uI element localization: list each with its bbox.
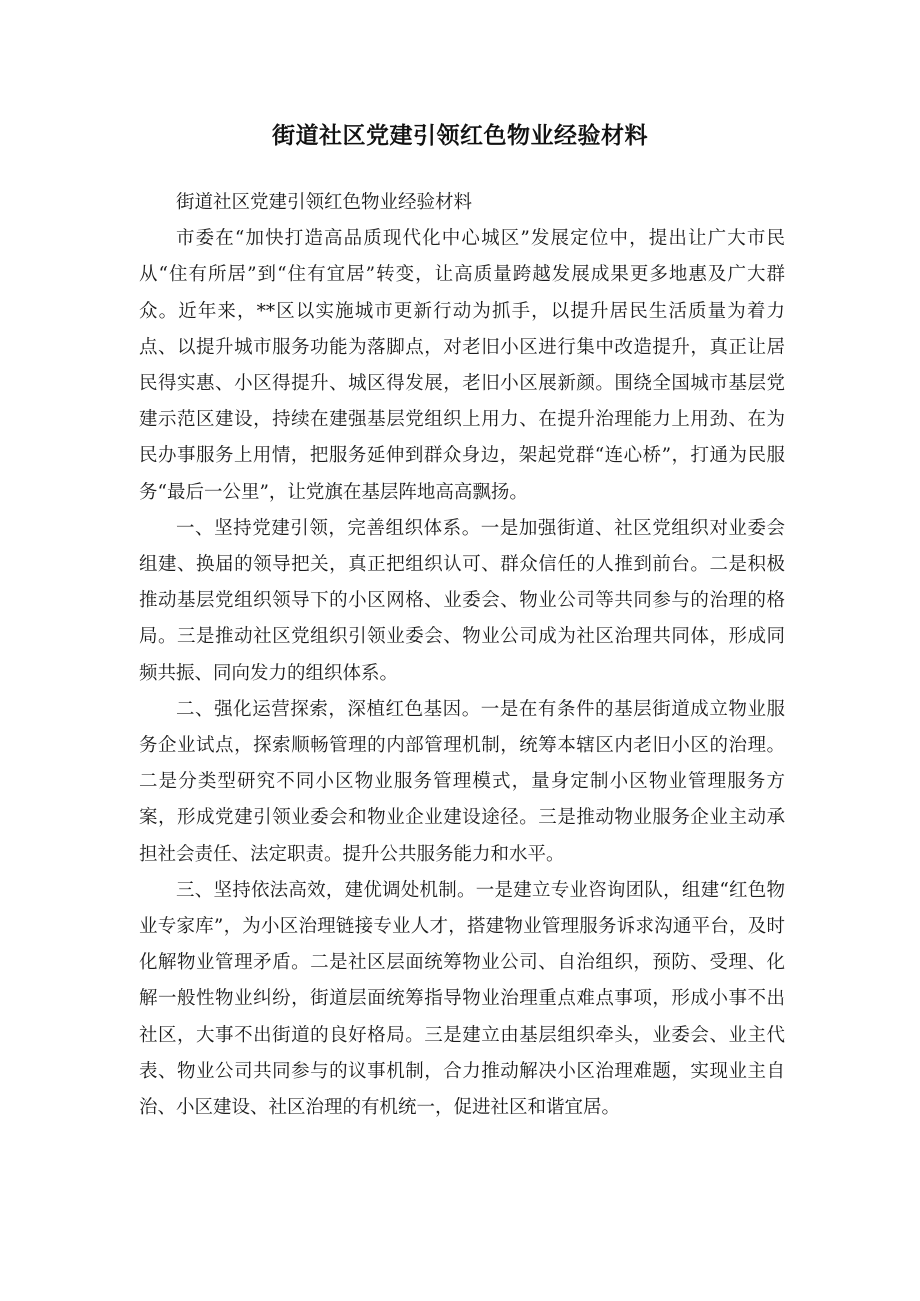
document-subtitle: 街道社区党建引领红色物业经验材料 <box>176 192 473 213</box>
paragraph-intro: 市委在“加快打造高品质现代化中心城区”发展定位中，提出让广大市民从“住有所居”到“住有宜居”转变，让高质量跨越发展成果更多地惠及广大群众。近年来，**区以实施城市更新行动为抓手，以提升居民生活质量为着力点、以提升城市服务功能为落脚点，对老旧小区进行集中改造提升，真正让居民得实惠、小区得提升、城区得发展，老旧小区展新颜。围绕全国城市基层党建示范区建设，持续在建强基层党组织上用力、在提升治理能力上用劲、在为民办事服务上用情，把服务延伸到群众身边，架起党群“连心桥”，打通为民服务“最后一公里”，让党旗在基层阵地高高飘扬。 <box>139 228 785 503</box>
document-body <box>139 185 785 1126</box>
document-title: 街道社区党建引领红色物业经验材料 <box>272 123 648 149</box>
paragraph-section-2: 二、强化运营探索，深植红色基因。一是在有条件的基层街道成立物业服务企业试点，探索顺畅管理的内部管理机制，统筹本辖区内老旧小区的治理。二是分类型研究不同小区物业服务管理模式，量身定制小区物业管理服务方案，形成党建引领业委会和物业企业建设途径。三是推动物业服务企业主动承担社会责任、法定职责。提升公共服务能力和水平。 <box>139 698 785 865</box>
paragraph-section-3: 三、坚持依法高效，建优调处机制。一是建立专业咨询团队，组建“红色物业专家库”，为小区治理链接专业人才，搭建物业管理服务诉求沟通平台，及时化解物业管理矛盾。二是社区层面统筹物业公司、自治组织，预防、受理、化解一般性物业纠纷，街道层面统筹指导物业治理重点难点事项，形成小事不出社区，大事不出街道的良好格局。三是建立由基层组织牵头，业委会、业主代表、物业公司共同参与的议事机制，合力推动解决小区治理难题，实现业主自治、小区建设、社区治理的有机统一，促进社区和谐宜居。 <box>139 879 785 1119</box>
paragraph-section-1: 一、坚持党建引领，完善组织体系。一是加强街道、社区党组织对业委会组建、换届的领导把关，真正把组织认可、群众信任的人推到前台。二是积极推动基层党组织领导下的小区网格、业委会、物业公司等共同参与的治理的格局。三是推动社区党组织引领业委会、物业公司成为社区治理共同体，形成同频共振、同向发力的组织体系。 <box>139 517 785 684</box>
